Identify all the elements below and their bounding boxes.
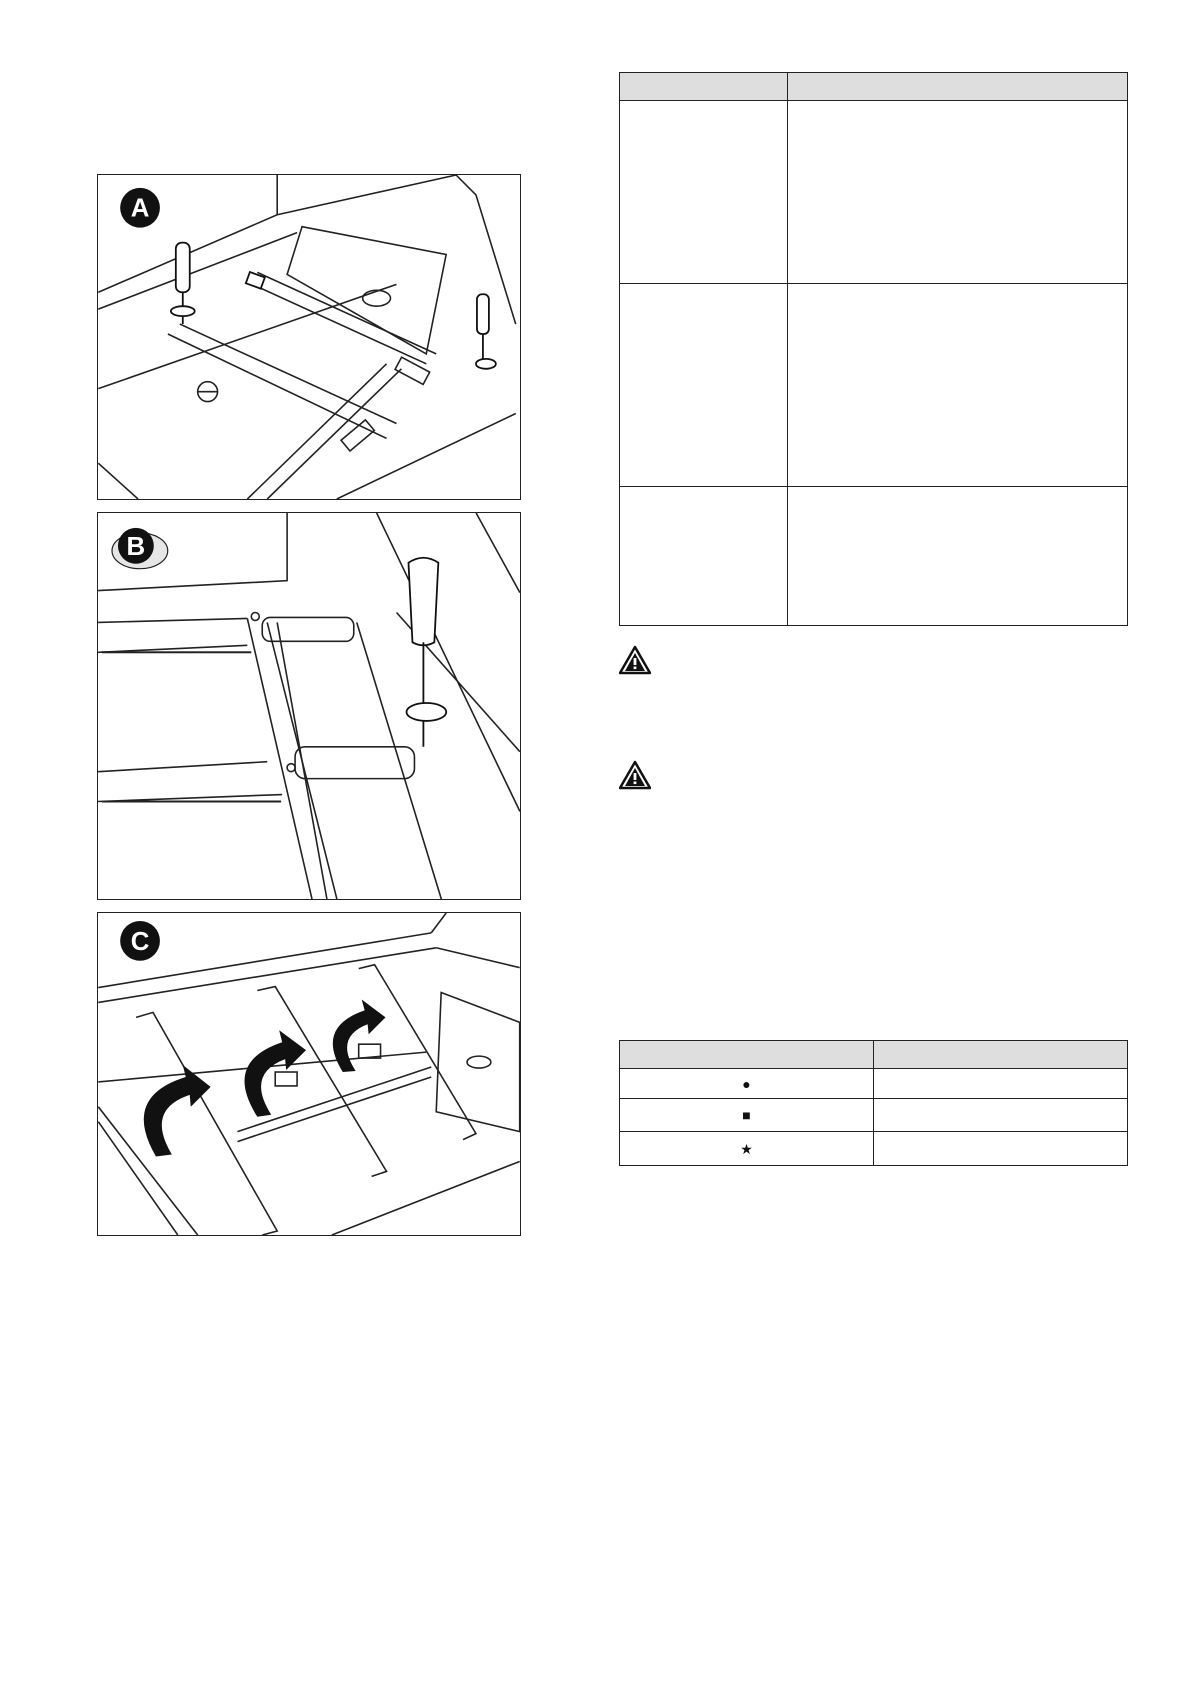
warning-triangle-icon	[619, 645, 651, 675]
symbol-table	[619, 1040, 1128, 1166]
illustration-panel-a	[97, 174, 521, 500]
table-row	[620, 487, 1128, 626]
table-cell	[620, 284, 788, 487]
table-cell	[620, 487, 788, 626]
table-cell	[788, 284, 1128, 487]
burner-lift-illustration	[98, 913, 520, 1235]
star-icon: ★	[620, 1132, 874, 1166]
panel-badge-b: B	[126, 532, 146, 561]
table-row	[620, 1132, 1128, 1166]
table-cell	[874, 1099, 1128, 1132]
table-header-row	[620, 1041, 1128, 1069]
table-cell	[788, 101, 1128, 284]
illustration-panel-b	[97, 512, 521, 900]
panel-badge-a: A	[130, 194, 150, 223]
table-row	[620, 1069, 1128, 1099]
warning-triangle-icon	[619, 760, 651, 790]
table-header-cell	[620, 1041, 874, 1069]
table-cell	[874, 1132, 1128, 1166]
table-cell	[874, 1069, 1128, 1099]
table-header-row	[620, 73, 1128, 101]
circle-icon: ●	[620, 1069, 874, 1099]
table-cell	[620, 101, 788, 284]
square-icon: ■	[620, 1099, 874, 1132]
table-row	[620, 1099, 1128, 1132]
table-row	[620, 284, 1128, 487]
table-header-cell	[874, 1041, 1128, 1069]
panel-badge-c: C	[130, 927, 150, 956]
burner-removal-illustration	[98, 513, 520, 899]
illustration-panel-c	[97, 912, 521, 1236]
info-table	[619, 72, 1128, 626]
table-header-cell	[620, 73, 788, 101]
burner-screws-illustration	[98, 175, 520, 499]
table-header-cell	[788, 73, 1128, 101]
table-cell	[788, 487, 1128, 626]
table-row	[620, 101, 1128, 284]
